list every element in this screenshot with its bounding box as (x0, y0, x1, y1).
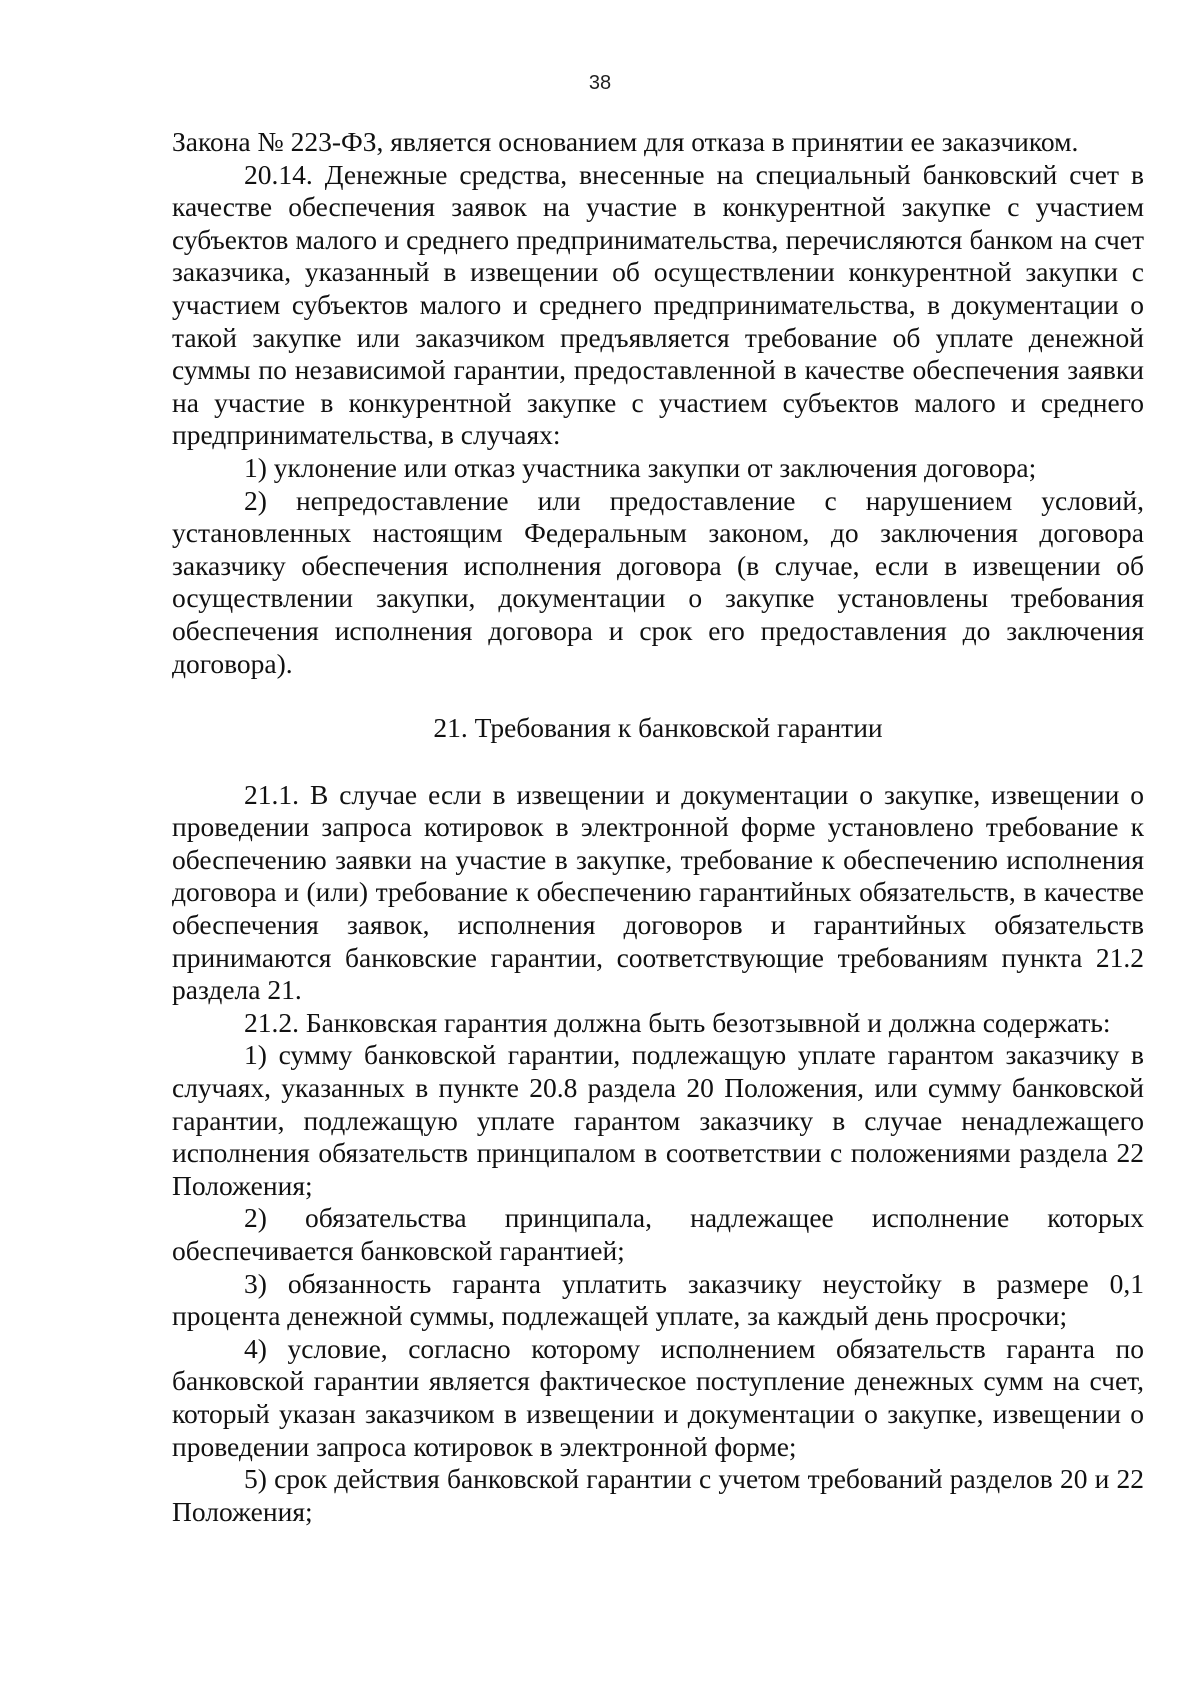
list-item-21-2-2: 2) обязательства принципала, надлежащее исполнение которых обеспечивается банковской гарантией; (172, 1202, 1144, 1266)
list-item-21-2-3: 3) обязанность гаранта уплатить заказчику неустойку в размере 0,1 процента денежной суммы, подлежащей уплате, за каждый день просрочки; (172, 1267, 1144, 1332)
paragraph-law-reference: Закона № 223-ФЗ, является основанием для отказа в принятии ее заказчиком. (172, 126, 1079, 157)
page-number: 38 (588, 72, 612, 94)
list-item-21-2-4: 4) условие, согласно которому исполнением обязательств гаранта по банковской гарантии является фактическое поступление денежных сумм на счет, который указан заказчиком в извещении и документации о закупке, извещении о проведении запроса котировок в электронной форме; (172, 1332, 1144, 1462)
list-item-21-2-5: 5) срок действия банковской гарантии с учетом требований разделов 20 и 22 Положения; (172, 1463, 1144, 1527)
paragraph-21-2: 21.2. Банковская гарантия должна быть безотзывной и должна содержать: (244, 1006, 1111, 1038)
list-item-20-14-2: 2) непредоставление или предоставление с нарушением условий, установленных настоящим Федеральным законом, до заключения договора заказчику обеспечения исполнения договора (в случае, если в извещении об осуществлении закупки, документации о закупке установлены требования обеспечения исполнения договора и срок его предоставления до заключения договора). (172, 484, 1144, 679)
list-item-21-2-1: 1) сумму банковской гарантии, подлежащую уплате гарантом заказчику в случаях, указанных в пункте 20.8 раздела 20 Положения, или сумму банковской гарантии, подлежащую уплате гарантом заказчику в случае ненадлежащего исполнения обязательств принципалом в соответствии с положениями раздела 22 Положения; (172, 1039, 1144, 1201)
paragraph-21-1: 21.1. В случае если в извещении и документации о закупке, извещении о проведении запроса котировок в электронной форме установлено требование к обеспечению заявки на участие в закупке, требование к обеспечению исполнения договора и (или) требование к обеспечению гарантийных обязательств, в качестве обеспечения заявок, исполнения договоров и гарантийных обязательств принимаются банковские гарантии, соответствующие требованиям пункта 21.2 раздела 21. (172, 778, 1144, 1006)
document-body (172, 126, 1144, 1528)
section-heading-21: 21. Требования к банковской гарантии (433, 712, 883, 744)
paragraph-20-14: 20.14. Денежные средства, внесенные на специальный банковский счет в качестве обеспечения заявок на участие в конкурентной закупке с участием субъектов малого и среднего предпринимательства, перечисляются банком на счет заказчика, указанный в извещении об осуществлении конкурентной закупки с участием субъектов малого и среднего предпринимательства, в документации о такой закупке или заказчиком предъявляется требование об уплате денежной суммы по независимой гарантии, предоставленной в качестве обеспечения заявки на участие в конкурентной закупке с участием субъектов малого и среднего предпринимательства, в случаях: (172, 158, 1144, 451)
list-item-20-14-1: 1) уклонение или отказ участника закупки от заключения договора; (244, 451, 1037, 483)
